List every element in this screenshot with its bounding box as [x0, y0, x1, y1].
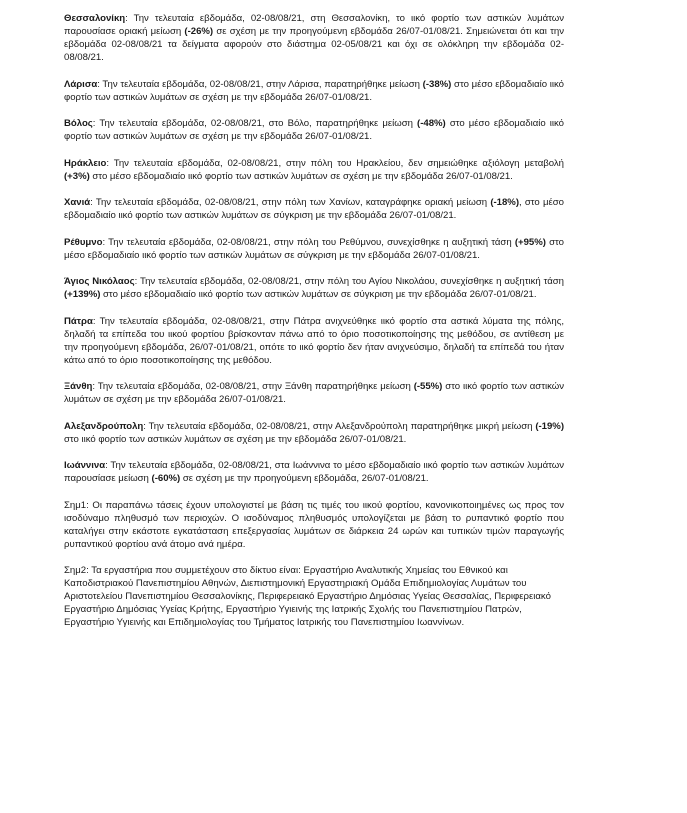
- report-text: : Την τελευταία εβδομάδα, 02-08/08/21, στην Πάτρα ανιχνεύθηκε ιικό φορτίο στα αστικά λύματα της πόλης, δηλαδή τα επίπεδα του ιικού φορτίου βρίσκονταν πάνω από το όριο ποσοτικοποίησης της μεθόδου, σε αντίθεση με την προηγούμενη εβδομάδα, 26/07-01/08/21, οπότε το ιικό φορτίο δεν ήταν ανιχνεύσιμο, δηλαδή τα επίπεδά του ήταν κάτω από το όριο ποσοτικοποίησης της μεθόδου.: [64, 315, 564, 366]
- city-name: Θεσσαλονίκη: [64, 13, 126, 24]
- report-text: : Την τελευταία εβδομάδα, 02-08/08/21, στα Ιωάννινα το μέσο εβδομαδιαίο ιικό φορτίο των αστικών λυμάτων παρουσίασε μείωση: [64, 460, 564, 484]
- city-name: Ηράκλειο: [64, 157, 107, 169]
- percent-change: (+139%): [64, 289, 101, 300]
- city-name: Βόλος: [64, 118, 93, 129]
- percent-change: (-18%): [490, 197, 519, 208]
- city-name: Πάτρα: [64, 315, 93, 327]
- city-report-paragraph: [64, 78, 564, 104]
- report-text: στο μέσο εβδομαδιαίο ιικό φορτίο των αστικών λυμάτων σε σχέση με την εβδομάδα 26/07-01/08/21.: [64, 78, 564, 103]
- note-1: Σημ1: Οι παραπάνω τάσεις έχουν υπολογιστεί με βάση τις τιμές του ιικού φορτίου, κανονικοποιημένες ως προς τον ισοδύναμο πληθυσμό των περιοχών. Ο ισοδύναμος πληθυσμός υπολογίζεται με βάση το ρυπαντικό φορτίο που καταλήγει στην εκάστοτε εγκατάσταση επεξεργασίας λυμάτων σε διάρκεια 24 ωρών και τυπικών τιμών παραγωγής ρυπαντικού φορτίου ανά άτομο ανά ημέρα.: [64, 499, 564, 550]
- report-text: σε σχέση με την προηγούμενη εβδομάδα 26/07-01/08/21. Σημειώνεται ότι και την εβδομάδα 02-08/08/21 τα δείγματα αφορούν στο διάστημα 02-05/08/21 και όχι σε ολόκληρη την εβδομάδα 02-08/08/21.: [64, 26, 564, 63]
- city-report-paragraph: [64, 157, 564, 183]
- report-text: σε σχέση με την προηγούμενη εβδομάδα, 26/07-01/08/21.: [180, 473, 429, 484]
- percent-change: (-55%): [413, 381, 443, 392]
- city-name: Χανιά: [64, 197, 91, 208]
- report-text: στο ιικό φορτίο των αστικών λυμάτων σε σχέση με την εβδομάδα 26/07-01/08/21.: [64, 381, 564, 405]
- report-text: : Την τελευταία εβδομάδα, 02-08/08/21, στην Λάρισα, παρατηρήθηκε μείωση: [97, 78, 423, 90]
- report-text: : Την τελευταία εβδομάδα, 02-08/08/21, στην Αλεξανδρούπολη παρατηρήθηκε μικρή μείωση: [143, 420, 536, 432]
- notes-section: [64, 499, 564, 629]
- report-text: στο μέσο εβδομαδιαίο ιικό φορτίο των αστικών λυμάτων σε σχέση με την εβδομάδα 26/07-01/08/21.: [89, 170, 513, 182]
- report-text: : Την τελευταία εβδομάδα, 02-08/08/21, στην Ξάνθη παρατηρήθηκε μείωση: [92, 381, 414, 392]
- report-text: : Την τελευταία εβδομάδα, 02-08/08/21, στην πόλη του Αγίου Νικολάου, συνεχίσθηκε η αυξητική τάση: [134, 276, 565, 287]
- city-report-paragraph: [64, 275, 564, 301]
- document-page: [64, 12, 564, 642]
- city-name: Λάρισα: [64, 78, 98, 90]
- city-report-paragraph: [64, 236, 564, 262]
- report-text: : Την τελευταία εβδομάδα, 02-08/08/21, στην πόλη του Ρεθύμνου, συνεχίσθηκε η αυξητική τάση: [102, 236, 515, 248]
- report-text: : Την τελευταία εβδομάδα, 02-08/08/21, στη Θεσσαλονίκη, το ιικό φορτίο των αστικών λυμάτων παρουσίασε οριακή μείωση: [64, 13, 564, 37]
- percent-change: (-48%): [417, 118, 446, 129]
- percent-change: (+3%): [64, 170, 90, 182]
- report-text: : Την τελευταία εβδομάδα, 02-08/08/21, στο Βόλο, παρατηρήθηκε μείωση: [92, 118, 418, 129]
- city-name: Ιωάννινα: [64, 460, 106, 471]
- city-report-paragraph: [64, 117, 564, 143]
- percent-change: (-60%): [151, 473, 181, 484]
- report-text: : Την τελευταία εβδομάδα, 02-08/08/21, στην πόλη του Ηρακλείου, δεν σημειώθηκε αξιόλογη μεταβολή: [106, 157, 564, 169]
- city-report-paragraph: [64, 459, 564, 485]
- report-text: στο μέσο εβδομαδιαίο ιικό φορτίο των αστικών λυμάτων σε σχέση με την εβδομάδα 26/07-01/08/21.: [64, 118, 564, 142]
- report-text: , στο μέσο εβδομαδιαίο ιικό φορτίο των αστικών λυμάτων σε σύγκριση με την εβδομάδα 26/07-01/08/21.: [64, 197, 564, 221]
- city-report-paragraph: [64, 380, 564, 406]
- city-name: Αλεξανδρούπολη: [64, 420, 144, 432]
- note-2: Σημ2: Τα εργαστήρια που συμμετέχουν στο δίκτυο είναι: Εργαστήριο Αναλυτικής Χημείας του Εθνικού και Καποδιστριακού Πανεπιστημίου Αθηνών, Διεπιστημονική Εργαστηριακή Ομάδα Επιδημιολογίας Λυμάτων του Αριστοτελείου Πανεπιστημίου Θεσσαλονίκης, Περιφερειακό Εργαστήριο Δημόσιας Υγείας Θεσσαλίας, Περιφερειακό Εργαστήριο Δημόσιας Υγείας Κρήτης, Εργαστήριο Υγιεινής της Ιατρικής Σχολής του Πανεπιστημίου Πατρών, Εργαστήριο Υγιεινής και Επιδημιολογίας του Τμήματος Ιατρικής του Πανεπιστημίου Ιωαννίνων.: [64, 564, 551, 628]
- percent-change: (+95%): [514, 236, 546, 248]
- city-name: Ρέθυμνο: [64, 236, 103, 248]
- percent-change: (-19%): [535, 420, 564, 432]
- city-report-paragraph: [64, 12, 564, 64]
- report-text: στο μέσο εβδομαδιαίο ιικό φορτίο των αστικών λυμάτων σε σύγκριση με την εβδομάδα 26/07-01/08/21.: [100, 289, 537, 300]
- city-reports: [64, 12, 564, 485]
- report-text: στο ιικό φορτίο των αστικών λυμάτων σε σχέση με την εβδομάδα 26/07-01/08/21.: [64, 433, 407, 445]
- city-name: Ξάνθη: [64, 381, 93, 392]
- city-report-paragraph: [64, 420, 564, 446]
- city-report-paragraph: [64, 196, 564, 222]
- percent-change: (-26%): [184, 26, 214, 37]
- percent-change: (-38%): [422, 78, 452, 90]
- report-text: : Την τελευταία εβδομάδα, 02-08/08/21, στην πόλη των Χανίων, καταγράφηκε οριακή μείωση: [90, 197, 491, 208]
- report-text: στο μέσο εβδομαδιαίο ιικό φορτίο των αστικών λυμάτων σε σύγκριση με την εβδομάδα 26/07-01/08/21.: [64, 236, 565, 261]
- city-report-paragraph: [64, 315, 564, 367]
- city-name: Άγιος Νικόλαος: [64, 276, 135, 287]
